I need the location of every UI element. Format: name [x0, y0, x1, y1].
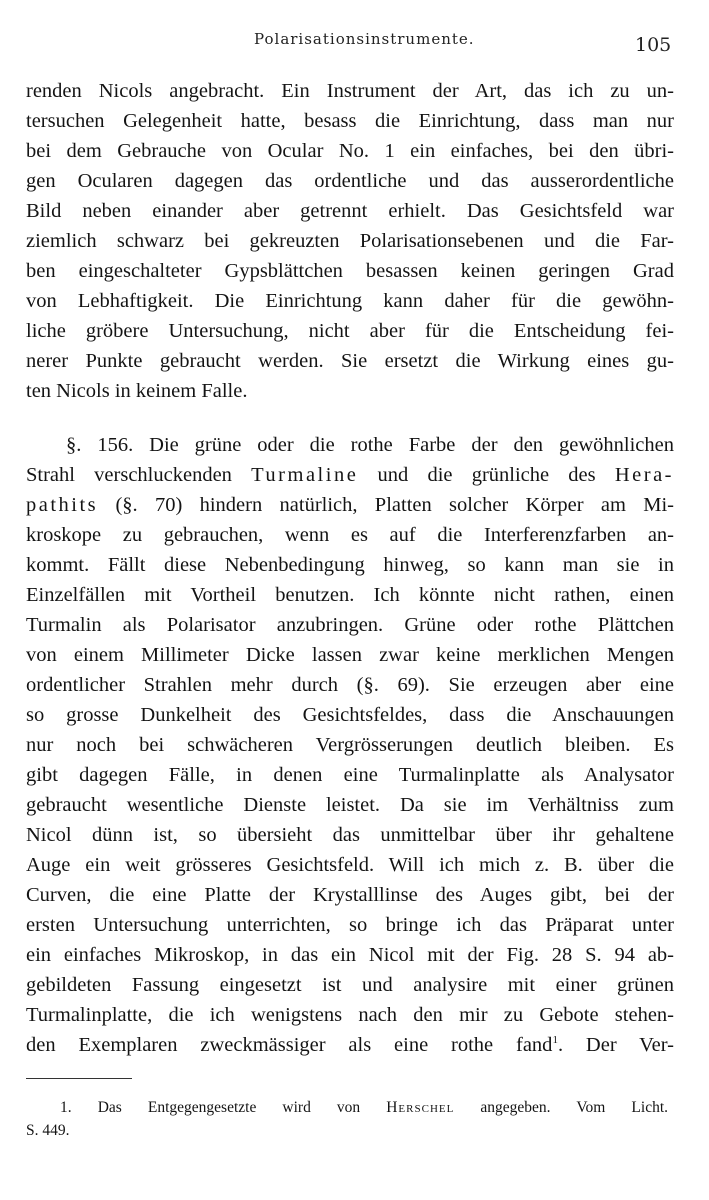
emphasized-term: Hera- [614, 464, 674, 486]
text-run: angegeben. Vom Licht. [454, 1099, 669, 1116]
body-line: von Lebhaftigkeit. Die Einrichtung kann daher für die gewöhn- [26, 290, 674, 312]
footnote-line: S. 449. [26, 1122, 70, 1139]
running-title: Polarisationsinstrumente. [254, 30, 475, 48]
body-line: gebildeten Fassung eingesetzt ist und analysire mit einer grünen [26, 974, 674, 996]
footnote-marker: 1 [552, 1034, 558, 1046]
body-line: ziemlich schwarz bei gekreuzten Polarisationsebenen und die Far- [26, 230, 674, 252]
body-line: Auge ein weit grösseres Gesichtsfeld. Will ich mich z. B. über die [26, 854, 674, 876]
body-line: gibt dagegen Fälle, in denen eine Turmalinplatte als Analysator [26, 764, 674, 786]
page-number: 105 [635, 34, 672, 56]
text-run: den Exemplaren zweckmässiger als eine rothe fand [26, 1034, 553, 1056]
text-run: und die grünliche des [358, 464, 615, 486]
body-line: ten Nicols in keinem Falle. [26, 380, 248, 402]
emphasized-term: pathits [26, 494, 99, 516]
body-line: ordentlicher Strahlen mehr durch (§. 69). Sie erzeugen aber eine [26, 674, 674, 696]
emphasized-term: Turmaline [251, 464, 359, 486]
body-line [26, 1032, 674, 1060]
body-line: Bild neben einander aber getrennt erhielt. Das Gesichtsfeld war [26, 200, 674, 222]
author-name: Herschel [386, 1099, 455, 1116]
body-line: ein einfaches Mikroskop, in das ein Nicol mit der Fig. 28 S. 94 ab- [26, 944, 674, 966]
body-line: von einem Millimeter Dicke lassen zwar keine merklichen Mengen [26, 644, 674, 666]
text-run: . Der Ver- [557, 1034, 674, 1056]
body-line: Einzelfällen mit Vortheil benutzen. Ich könnte nicht rathen, einen [26, 584, 674, 606]
body-line: ersten Untersuchung unterrichten, so bringe ich das Präparat unter [26, 914, 674, 936]
body-line: so grosse Dunkelheit des Gesichtsfeldes, dass die Anschauungen [26, 704, 674, 726]
body-line: Turmalin als Polarisator anzubringen. Grüne oder rothe Plättchen [26, 614, 674, 636]
body-line: kroskope zu gebrauchen, wenn es auf die Interferenzfarben an- [26, 524, 674, 546]
body-line: bei dem Gebrauche von Ocular No. 1 ein einfaches, bei den übri- [26, 140, 674, 162]
body-line: gen Ocularen dagegen das ordentliche und das ausserordentliche [26, 170, 674, 192]
body-line: tersuchen Gelegenheit hatte, besass die Einrichtung, dass man nur [26, 110, 674, 132]
body-line: kommt. Fällt diese Nebenbedingung hinweg, so kann man sie in [26, 554, 674, 576]
body-line: Curven, die eine Platte der Krystalllinse des Auges gibt, bei der [26, 884, 674, 906]
footnote-line [60, 1098, 668, 1120]
text-run: Strahl verschluckenden [26, 464, 252, 486]
text-run: (§. 70) hindern natürlich, Platten solcher Körper am Mi- [98, 494, 674, 516]
body-line: gebraucht wesentliche Dienste leistet. Da sie im Verhältniss zum [26, 794, 674, 816]
section-heading-line: §. 156. Die grüne oder die rothe Farbe der den gewöhnlichen [66, 434, 674, 456]
body-line: Turmalinplatte, die ich wenigstens nach den mir zu Gebote stehen- [26, 1004, 674, 1026]
body-line: nerer Punkte gebraucht werden. Sie ersetzt die Wirkung eines gu- [26, 350, 674, 372]
body-line: renden Nicols angebracht. Ein Instrument der Art, das ich zu un- [26, 80, 674, 102]
text-run: 1. Das Entgegengesetzte wird von [60, 1099, 387, 1116]
body-line [26, 492, 674, 520]
footnote-separator [26, 1078, 132, 1079]
body-line: liche gröbere Untersuchung, nicht aber für die Entscheidung fei- [26, 320, 674, 342]
body-line [26, 462, 674, 490]
body-line: nur noch bei schwächeren Vergrösserungen deutlich bleiben. Es [26, 734, 674, 756]
body-line: ben eingeschalteter Gypsblättchen besassen keinen geringen Grad [26, 260, 674, 282]
body-line: Nicol dünn ist, so übersieht das unmittelbar über ihr gehaltene [26, 824, 674, 846]
